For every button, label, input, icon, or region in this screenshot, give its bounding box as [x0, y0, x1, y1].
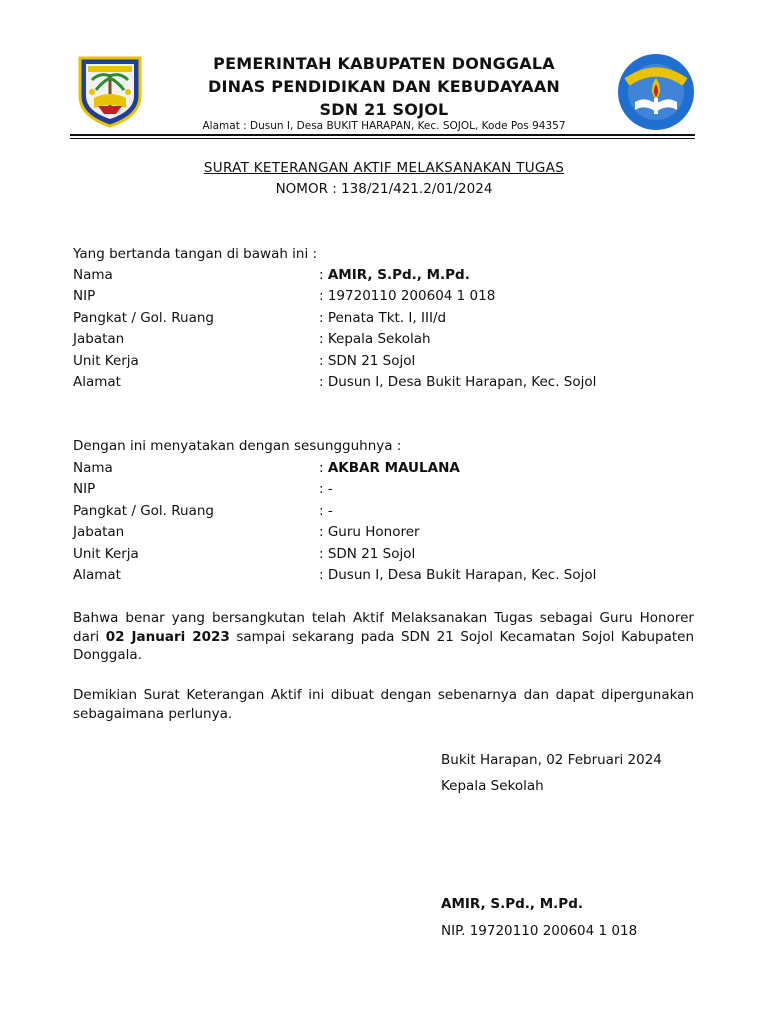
subject-row-nip — [73, 481, 703, 501]
signature-position: Kepala Sekolah — [441, 778, 544, 794]
subject-row-address — [73, 567, 703, 587]
field-label: Jabatan — [73, 524, 125, 540]
field-label: Jabatan — [73, 331, 125, 347]
field-label: Unit Kerja — [73, 546, 139, 562]
field-value: : AMIR, S.Pd., M.Pd. — [319, 267, 470, 283]
field-value: : Penata Tkt. I, III/d — [319, 310, 447, 326]
signer-row-position — [73, 331, 703, 351]
signer-row-nip — [73, 288, 703, 308]
kop-rule-thin — [70, 138, 695, 139]
subject-intro: Dengan ini menyatakan dengan sesungguhnya : — [73, 438, 402, 454]
field-value: : Guru Honorer — [319, 524, 420, 540]
field-value: : SDN 21 Sojol — [319, 546, 416, 562]
field-value: : Dusun I, Desa Bukit Harapan, Kec. Sojol — [319, 567, 597, 583]
closing-paragraph: Demikian Surat Keterangan Aktif ini dibuat dengan sebenarnya dan dapat dipergunakan sebagaimana perlunya. — [73, 687, 694, 722]
kop-rule-thick — [70, 134, 695, 136]
signer-intro: Yang bertanda tangan di bawah ini : — [73, 246, 318, 262]
signature-place-date: Bukit Harapan, 02 Februari 2024 — [441, 752, 662, 768]
field-value: : 19720110 200604 1 018 — [319, 288, 496, 304]
field-label: NIP — [73, 288, 96, 304]
field-label: Unit Kerja — [73, 353, 139, 369]
kop-government-line: PEMERINTAH KABUPATEN DONGGALA — [213, 54, 555, 73]
field-value: : Kepala Sekolah — [319, 331, 431, 347]
field-value: : - — [319, 503, 333, 519]
kop-school-name: SDN 21 SOJOL — [319, 100, 449, 119]
subject-row-position — [73, 524, 703, 544]
kop-department-line: DINAS PENDIDIKAN DAN KEBUDAYAAN — [207, 77, 561, 96]
field-value: : AKBAR MAULANA — [319, 460, 460, 476]
letter-number: NOMOR : 138/21/421.2/01/2024 — [275, 181, 493, 197]
subject-row-unit — [73, 546, 703, 566]
signature-nip: NIP. 19720110 200604 1 018 — [441, 923, 638, 939]
signer-row-rank — [73, 310, 703, 330]
signer-row-name — [73, 267, 703, 287]
field-label: NIP — [73, 481, 96, 497]
signature-name: AMIR, S.Pd., M.Pd. — [441, 896, 583, 912]
field-value: : - — [319, 481, 333, 497]
statement-paragraph: Bahwa benar yang bersangkutan telah Aktif Melaksanakan Tugas sebagai Guru Honorer dari 02 Januari 2023 sampai sekarang pada SDN 21 Sojol Kecamatan Sojol Kabupaten Donggala. — [73, 610, 694, 663]
field-label: Pangkat / Gol. Ruang — [73, 503, 214, 519]
field-label: Nama — [73, 267, 113, 283]
field-label: Nama — [73, 460, 113, 476]
field-label: Alamat — [73, 374, 121, 390]
field-value: : SDN 21 Sojol — [319, 353, 416, 369]
subject-row-name — [73, 460, 703, 480]
letter-title: SURAT KETERANGAN AKTIF MELAKSANAKAN TUGAS — [203, 160, 565, 176]
signer-row-address — [73, 374, 703, 394]
field-value: : Dusun I, Desa Bukit Harapan, Kec. Sojol — [319, 374, 597, 390]
field-label: Pangkat / Gol. Ruang — [73, 310, 214, 326]
subject-row-rank — [73, 503, 703, 523]
kop-address: Alamat : Dusun I, Desa BUKIT HARAPAN, Kec. SOJOL, Kode Pos 94357 — [202, 120, 566, 132]
signer-row-unit — [73, 353, 703, 373]
field-label: Alamat — [73, 567, 121, 583]
